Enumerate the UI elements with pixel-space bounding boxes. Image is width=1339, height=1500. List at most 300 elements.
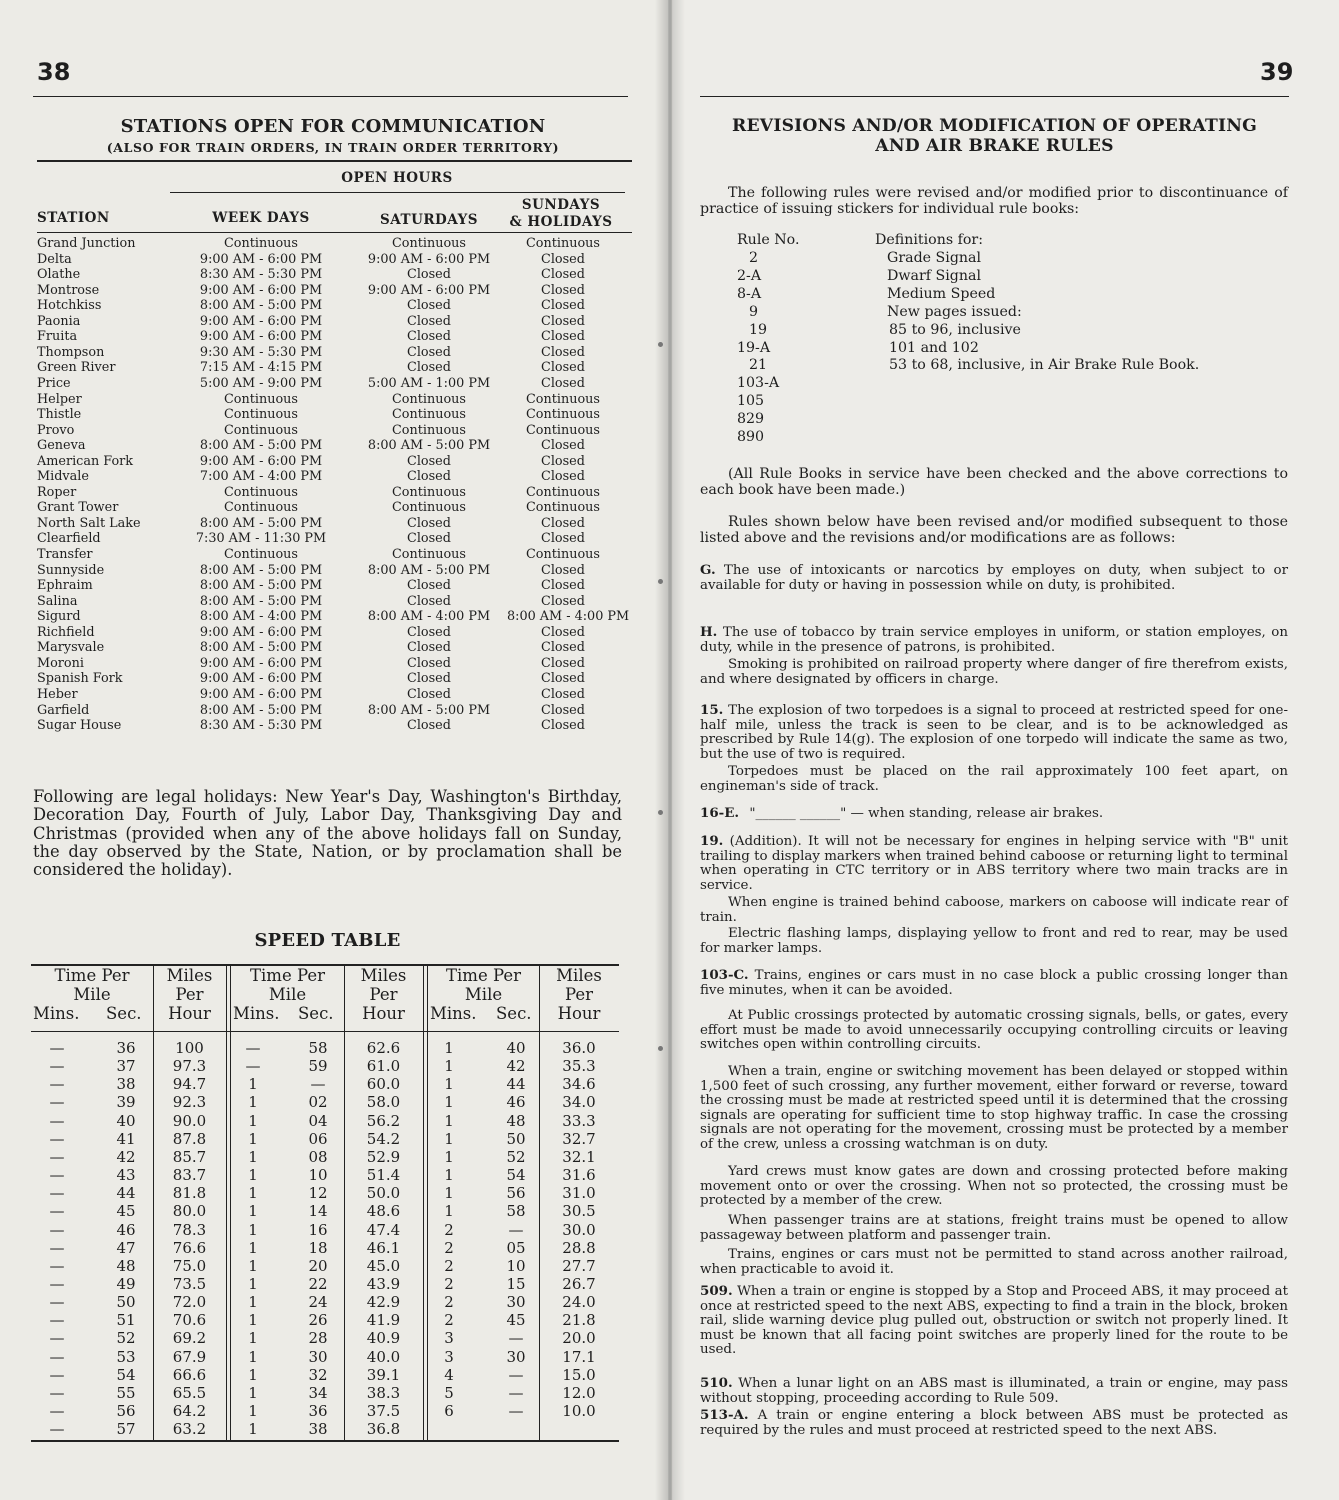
speed-mins: 1 [248,1202,258,1221]
speed-sec: 49 [116,1274,136,1293]
station-weekdays: 9:00 AM - 6:00 PM [199,624,323,640]
speed-mins: — [49,1347,65,1366]
speed-sec: 32 [308,1365,328,1384]
speed-sec: 16 [308,1220,328,1239]
speed-sec: 45 [116,1202,136,1221]
speed-sec: 10 [506,1256,526,1275]
speed-mins: 1 [248,1347,258,1366]
rule-19-label: 19. [700,833,724,849]
speed-mins: 4 [444,1365,454,1384]
station-row [37,516,632,532]
speed-sec: 30 [506,1347,526,1366]
station-row [37,423,632,439]
speed-mph: 38.3 [366,1383,401,1402]
book-gutter [655,0,685,1500]
speed-sec: 58 [308,1039,328,1057]
rule-h [700,625,1288,655]
speed-sec: 02 [308,1093,328,1112]
station-weekdays: Continuous [224,547,298,562]
speed-mins: 1 [248,1365,258,1384]
speed-mins: 2 [444,1256,454,1275]
rule-103c-text: Trains, engines or cars must in no case block a public crossing longer than five minutes, when it can be avoided. [700,968,1288,998]
speed-mins: 1 [248,1129,258,1148]
speed-mins: 1 [444,1039,454,1057]
speed-sec: 50 [506,1129,526,1148]
speed-mph: 81.8 [172,1184,207,1203]
speed-mins: 1 [444,1111,454,1130]
rule-19-para2: When engine is trained behind caboose, markers on caboose will indicate rear of train. [700,895,1288,925]
station-saturdays: Closed [407,671,451,687]
speed-mins: 1 [248,1329,258,1348]
speed-sec: 06 [308,1129,328,1148]
binding-hole [658,342,663,347]
station-saturdays: Closed [407,298,451,314]
station-weekdays: Continuous [224,391,298,407]
speed-mins: — [49,1166,65,1185]
stations-rule-top [37,160,632,162]
speed-sec: 56 [116,1402,136,1420]
speed-sec: 52 [506,1147,526,1166]
station-weekdays: 8:00 AM - 5:00 PM [199,640,323,656]
rule-16e-text: "______ ______" — when standing, release air brakes. [749,806,1104,821]
speed-mph: 41.9 [366,1311,401,1330]
speed-head-mph: Miles Per Hour [166,966,213,1023]
speed-sec: — [508,1329,524,1348]
station-saturdays: Closed [407,329,451,345]
speed-sec: 28 [308,1329,328,1348]
speed-mph: 45.0 [366,1256,401,1275]
speed-mins: — [245,1039,261,1057]
rule-15-para2: Torpedoes must be placed on the rail approximately 100 feet apart, on engineman's side of track. [700,764,1288,794]
station-sundays: Closed [541,438,585,454]
speed-mins: 1 [444,1184,454,1203]
station-row [37,625,632,641]
rule-list-number: 8-A [737,285,762,302]
speed-mins: — [49,1420,65,1439]
station-name: Price [37,375,71,391]
rule-510-text: When a lunar light on an ABS mast is illuminated, a train or engine, may pass without stopping, proceeding according to Rule 509. [700,1376,1288,1406]
station-sundays: Closed [541,344,585,360]
station-weekdays: Continuous [224,500,298,516]
speed-sec: 44 [506,1075,526,1094]
speed-mins: 1 [248,1075,258,1094]
rule-16e [700,806,1288,822]
station-name: Helper [37,391,82,407]
rule-g [700,563,1288,593]
station-saturdays: Closed [407,655,451,671]
station-saturdays: Continuous [392,422,466,438]
station-sundays: Closed [541,531,585,547]
station-saturdays: Closed [407,531,451,547]
station-name: Roper [37,484,77,500]
speed-mins: 5 [444,1383,454,1402]
station-weekdays: 9:00 AM - 6:00 PM [199,251,323,267]
speed-mph: 20.0 [562,1329,596,1348]
speed-mins: 1 [248,1402,258,1420]
rule-list-head-no: Rule No. [737,232,800,248]
speed-mph: 47.4 [366,1220,401,1239]
station-saturdays: 8:00 AM - 5:00 PM [367,702,491,718]
speed-col-divider [153,964,154,1440]
speed-sec: 48 [506,1111,526,1130]
stations-subtitle: (ALSO FOR TRAIN ORDERS, IN TRAIN ORDER TERRITORY) [106,140,560,155]
speed-table-title: SPEED TABLE [254,930,401,951]
speed-sec: 46 [116,1220,136,1239]
speed-sec: 59 [308,1057,328,1076]
rule-103c-para4: Yard crews must know gates are down and crossing protected before making movement onto or over the crossing. When not so protected, the crossing must be protected by a member of the crew. [700,1164,1288,1209]
speed-mph: 35.3 [562,1057,596,1076]
speed-sec: — [508,1402,524,1420]
speed-mins: — [49,1402,65,1420]
station-name: Sugar House [37,718,122,734]
station-saturdays: 8:00 AM - 5:00 PM [367,562,491,578]
rule-15-text: The explosion of two torpedoes is a signal to proceed at restricted speed for one-half mile, unless the track is seen to be clear, and is to be acknowledged as prescribed by Rule 14(g). The explosion of one torpedo will indicate the same as two, but the use of two is required. [700,703,1288,762]
rule-list-number: 9 [749,303,759,320]
speed-mph: 15.0 [562,1365,596,1384]
station-weekdays: 9:00 AM - 6:00 PM [199,655,323,671]
speed-mph: 28.8 [562,1238,596,1257]
speed-mph: 92.3 [172,1093,207,1112]
speed-head-sec: Sec. [496,1004,532,1023]
speed-mins: 3 [444,1329,454,1348]
station-row [37,640,632,656]
speed-sec: 50 [116,1293,136,1312]
speed-sec: 57 [116,1420,136,1439]
station-weekdays: 8:00 AM - 4:00 PM [199,609,323,625]
speed-mph: 36.0 [562,1039,596,1057]
speed-mph: 27.7 [562,1256,596,1275]
speed-sec: 39 [116,1093,136,1112]
station-name: Transfer [37,547,93,562]
station-saturdays: Continuous [392,236,466,251]
station-weekdays: 8:00 AM - 5:00 PM [199,593,323,609]
speed-mph: 12.0 [562,1383,596,1402]
speed-head-mins: Mins. [233,1004,280,1023]
station-row [37,454,632,470]
speed-sec: 47 [116,1238,136,1257]
speed-mins: 1 [444,1057,454,1076]
station-row [37,671,632,687]
speed-mins: — [49,1329,65,1348]
station-weekdays: 9:00 AM - 6:00 PM [199,453,323,469]
station-weekdays: 8:00 AM - 5:00 PM [199,562,323,578]
speed-mins: 6 [444,1402,454,1420]
station-sundays: Closed [541,251,585,267]
speed-mph: 24.0 [562,1293,596,1312]
speed-mph: 90.0 [172,1111,207,1130]
rule-h-text: The use of tobacco by train service employes in uniform, or station employes, on duty, while in the presence of patrons, is prohibited. [700,625,1288,655]
station-row [37,485,632,501]
station-name: North Salt Lake [37,515,141,531]
checked-note: (All Rule Books in service have been checked and the above corrections to each book have been made.) [700,466,1288,498]
rule-list-definition: 85 to 96, inclusive [889,321,1021,338]
station-saturdays: Closed [407,453,451,469]
station-sundays: Closed [541,515,585,531]
speed-mins: 1 [248,1311,258,1330]
speed-sec: 08 [308,1147,328,1166]
station-name: Sunnyside [37,562,105,578]
speed-sec: 15 [506,1274,526,1293]
station-row [37,376,632,392]
binding-hole [658,810,663,815]
speed-mph: 94.7 [172,1075,207,1094]
rule-513a-label: 513-A. [700,1407,749,1423]
speed-mins: 1 [248,1383,258,1402]
station-row [37,392,632,408]
speed-mins: 1 [444,1093,454,1112]
station-sundays: Closed [541,267,585,283]
speed-mins: 2 [444,1293,454,1312]
station-sundays: Closed [541,360,585,376]
speed-mph: 60.0 [366,1075,401,1094]
speed-mins: 2 [444,1238,454,1257]
speed-sec: 10 [308,1166,328,1185]
station-weekdays: Continuous [224,422,298,438]
speed-sec: 38 [308,1420,328,1439]
speed-group-divider [226,964,231,1440]
station-weekdays: 8:00 AM - 5:00 PM [199,515,323,531]
rule-16e-label: 16-E. [700,805,740,821]
rule-list-definition: Dwarf Signal [887,267,981,284]
speed-mins: 1 [248,1220,258,1239]
station-saturdays: Continuous [392,547,466,562]
station-row [37,547,632,563]
station-saturdays: Continuous [392,500,466,516]
station-sundays: Closed [541,453,585,469]
station-name: Thompson [37,344,105,360]
station-saturdays: 8:00 AM - 4:00 PM [367,609,491,625]
speed-mins: 1 [248,1093,258,1112]
speed-sec: 42 [506,1057,526,1076]
station-row [37,578,632,594]
station-sundays: Closed [541,624,585,640]
station-row [37,345,632,361]
station-sundays: Closed [541,671,585,687]
speed-mph: 31.6 [562,1166,596,1185]
station-weekdays: 8:30 AM - 5:30 PM [199,718,323,734]
speed-sec: 14 [308,1202,328,1221]
speed-mph: 51.4 [366,1166,401,1185]
column-sundays-holidays: SUNDAYS & HOLIDAYS [509,197,613,230]
speed-mins: 1 [444,1147,454,1166]
speed-mph: 39.1 [366,1365,401,1384]
station-saturdays: Closed [407,267,451,283]
speed-sec: 24 [308,1293,328,1312]
speed-sec: 54 [116,1365,136,1384]
station-weekdays: Continuous [224,236,298,251]
station-row [37,703,632,719]
speed-mph: 37.5 [366,1402,401,1420]
speed-mph: 34.0 [562,1093,596,1112]
station-sundays: Continuous [526,407,600,423]
speed-sec: — [508,1383,524,1402]
header-rule-left [33,96,628,97]
speed-mins: — [49,1202,65,1221]
station-row [37,563,632,579]
speed-sec: — [508,1365,524,1384]
speed-head-mins: Mins. [430,1004,477,1023]
station-weekdays: 7:15 AM - 4:15 PM [199,360,323,376]
rule-103c-para5: When passenger trains are at stations, freight trains must be opened to allow passageway between platform and passenger train. [700,1213,1288,1243]
speed-sec: 45 [506,1311,526,1330]
speed-sec: 34 [308,1383,328,1402]
speed-sec: 22 [308,1274,328,1293]
speed-mph: 33.3 [562,1111,596,1130]
speed-mins: 1 [248,1293,258,1312]
speed-mph: 32.7 [562,1129,596,1148]
station-sundays: Closed [541,655,585,671]
speed-head-time-per-mile: Time Per Mile [54,966,130,1004]
station-row [37,500,632,516]
speed-mph: 63.2 [172,1420,207,1439]
speed-head-time-per-mile: Time Per Mile [446,966,521,1004]
speed-mph: 46.1 [366,1238,401,1257]
binding-hole [658,579,663,584]
rule-103c-para3: When a train, engine or switching movement has been delayed or stopped within 1,500 feet of such crossing, any further movement, either forward or reverse, toward the crossing must be made at restricted speed until it is determined that the crossing signals are operating for sufficient time to stop highway traffic. In case the crossing signals are not operating for the movement, crossing must be protected by a member of the crew, unless a crossing watchman is on duty. [700,1064,1288,1152]
speed-mins: 1 [444,1166,454,1185]
speed-sec: 43 [116,1166,136,1185]
speed-sec: 56 [506,1184,526,1203]
station-sundays: Continuous [526,547,600,562]
station-weekdays: 8:00 AM - 5:00 PM [199,702,323,718]
speed-mph: 75.0 [172,1256,207,1275]
speed-sec: 40 [506,1039,526,1057]
station-weekdays: 9:00 AM - 6:00 PM [199,671,323,687]
speed-mins: — [49,1147,65,1166]
speed-mph: 42.9 [366,1293,401,1312]
station-weekdays: 7:00 AM - 4:00 PM [199,469,323,485]
rule-list-number: 103-A [737,375,780,392]
speed-sec: 05 [506,1238,526,1257]
speed-mins: 2 [444,1311,454,1330]
speed-sec: 36 [308,1402,328,1420]
speed-sec: 44 [116,1184,136,1203]
rule-h-para2: Smoking is prohibited on railroad property where danger of fire therefrom exists, and where designated by officers in charge. [700,657,1288,687]
station-saturdays: Closed [407,578,451,594]
rule-509-label: 509. [700,1283,733,1299]
speed-mins: 1 [444,1129,454,1148]
speed-col-divider [539,964,540,1440]
speed-mph: 80.0 [172,1202,207,1221]
station-name: Heber [37,686,78,702]
station-name: Midvale [37,469,89,485]
stations-rule-under-head [37,232,632,233]
header-rule-right [700,96,1289,97]
speed-sec: 12 [308,1184,328,1203]
station-sundays: Continuous [526,500,600,516]
speed-mins: 1 [444,1202,454,1221]
speed-head-mph: Miles Per Hour [556,966,602,1023]
station-saturdays: Closed [407,686,451,702]
station-saturdays: Closed [407,344,451,360]
station-sundays: Closed [541,578,585,594]
speed-mins: 1 [248,1256,258,1275]
speed-sec: 52 [116,1329,136,1348]
rule-g-text: The use of intoxicants or narcotics by employes on duty, when subject to or available for duty or having in possession while on duty, is prohibited. [700,563,1288,593]
speed-head-mins: Mins. [33,1004,80,1023]
station-weekdays: 8:00 AM - 5:00 PM [199,578,323,594]
station-weekdays: 8:30 AM - 5:30 PM [199,267,323,283]
station-name: Hotchkiss [37,298,102,314]
speed-mph: 85.7 [172,1147,207,1166]
speed-mph: 61.0 [366,1057,401,1076]
speed-mph: 83.7 [172,1166,207,1185]
station-row [37,267,632,283]
rule-510-label: 510. [700,1375,733,1391]
speed-sec: 20 [308,1256,328,1275]
station-saturdays: Closed [407,360,451,376]
speed-sec: 30 [308,1347,328,1366]
station-name: Fruita [37,329,78,345]
speed-mins: — [245,1057,261,1076]
station-saturdays: Closed [407,469,451,485]
speed-sec: 40 [116,1111,136,1130]
speed-mph: 72.0 [172,1293,207,1312]
speed-mins: — [49,1220,65,1239]
revisions-title-line2: AND AIR BRAKE RULES [875,136,1114,156]
page-number-right: 39 [1260,58,1294,86]
rule-19-text: (Addition). It will not be necessary for engines in helping service with "B" unit trailing to display markers when trained behind caboose or returning light to terminal when operating in CTC territory or in ABS territory where two main tracks are in service. [700,834,1288,893]
station-row [37,469,632,485]
speed-sec: — [310,1075,326,1094]
speed-sec: — [508,1220,524,1239]
speed-head-time-per-mile: Time Per Mile [250,966,325,1004]
rule-513a-text: A train or engine entering a block between ABS must be protected as required by the rules and must proceed at restricted speed to the next ABS. [700,1408,1288,1438]
station-name: Spanish Fork [37,671,123,687]
station-saturdays: Continuous [392,407,466,423]
station-saturdays: Continuous [392,484,466,500]
column-saturdays: SATURDAYS [380,212,478,228]
rule-list-number: 890 [737,429,765,445]
speed-sec: 36 [116,1039,136,1057]
speed-mph: 50.0 [366,1184,401,1203]
stations-title: STATIONS OPEN FOR COMMUNICATION [120,116,546,137]
rule-list-number: 2 [749,250,759,266]
station-name: Garfield [37,702,90,718]
station-sundays: Continuous [526,422,600,438]
station-name: Olathe [37,267,81,283]
station-name: Richfield [37,624,95,640]
station-saturdays: Continuous [392,391,466,407]
speed-mins: 2 [444,1220,454,1239]
station-saturdays: 5:00 AM - 1:00 PM [367,375,491,391]
speed-mph: 21.8 [562,1311,596,1330]
speed-sec: 30 [506,1293,526,1312]
column-station: STATION [37,210,110,226]
speed-sec: 26 [308,1311,328,1330]
station-sundays: Continuous [526,391,600,407]
speed-mph: 30.0 [562,1220,596,1239]
rule-509-text: When a train or engine is stopped by a Stop and Proceed ABS, it may proceed at once at restricted speed to the next ABS, expecting to find a train in the block, broken rail, slide warning device plug pulled out, obstruction or switch not properly lined. It must be known that all facing point switches are properly lined for the route to be used. [700,1284,1288,1358]
speed-mins: — [49,1039,65,1057]
open-hours-rule [170,192,625,193]
speed-mins: — [49,1256,65,1275]
speed-mph: 36.8 [366,1420,401,1439]
station-row [37,531,632,547]
speed-mph: 34.6 [562,1075,596,1094]
speed-mph: 40.0 [366,1347,401,1366]
rule-103c-para6: Trains, engines or cars must not be permitted to stand across another railroad, when practicable to avoid it. [700,1247,1288,1277]
holidays-paragraph: Following are legal holidays: New Year's Day, Washington's Birthday, Decoration Day, Fourth of July, Labor Day, Thanksgiving Day and Christmas (provided when any of the above holidays fall on Sunday, the day observed by the State, Nation, or by proclamation shall be considered the holiday). [33,787,622,880]
speed-sec: 48 [116,1256,136,1275]
station-row [37,609,632,625]
speed-mph: 40.9 [366,1329,401,1348]
rule-list-definition: Grade Signal [887,250,982,266]
speed-mins: — [49,1293,65,1312]
station-sundays: Closed [541,593,585,609]
speed-sec: 38 [116,1075,136,1094]
station-row [37,329,632,345]
